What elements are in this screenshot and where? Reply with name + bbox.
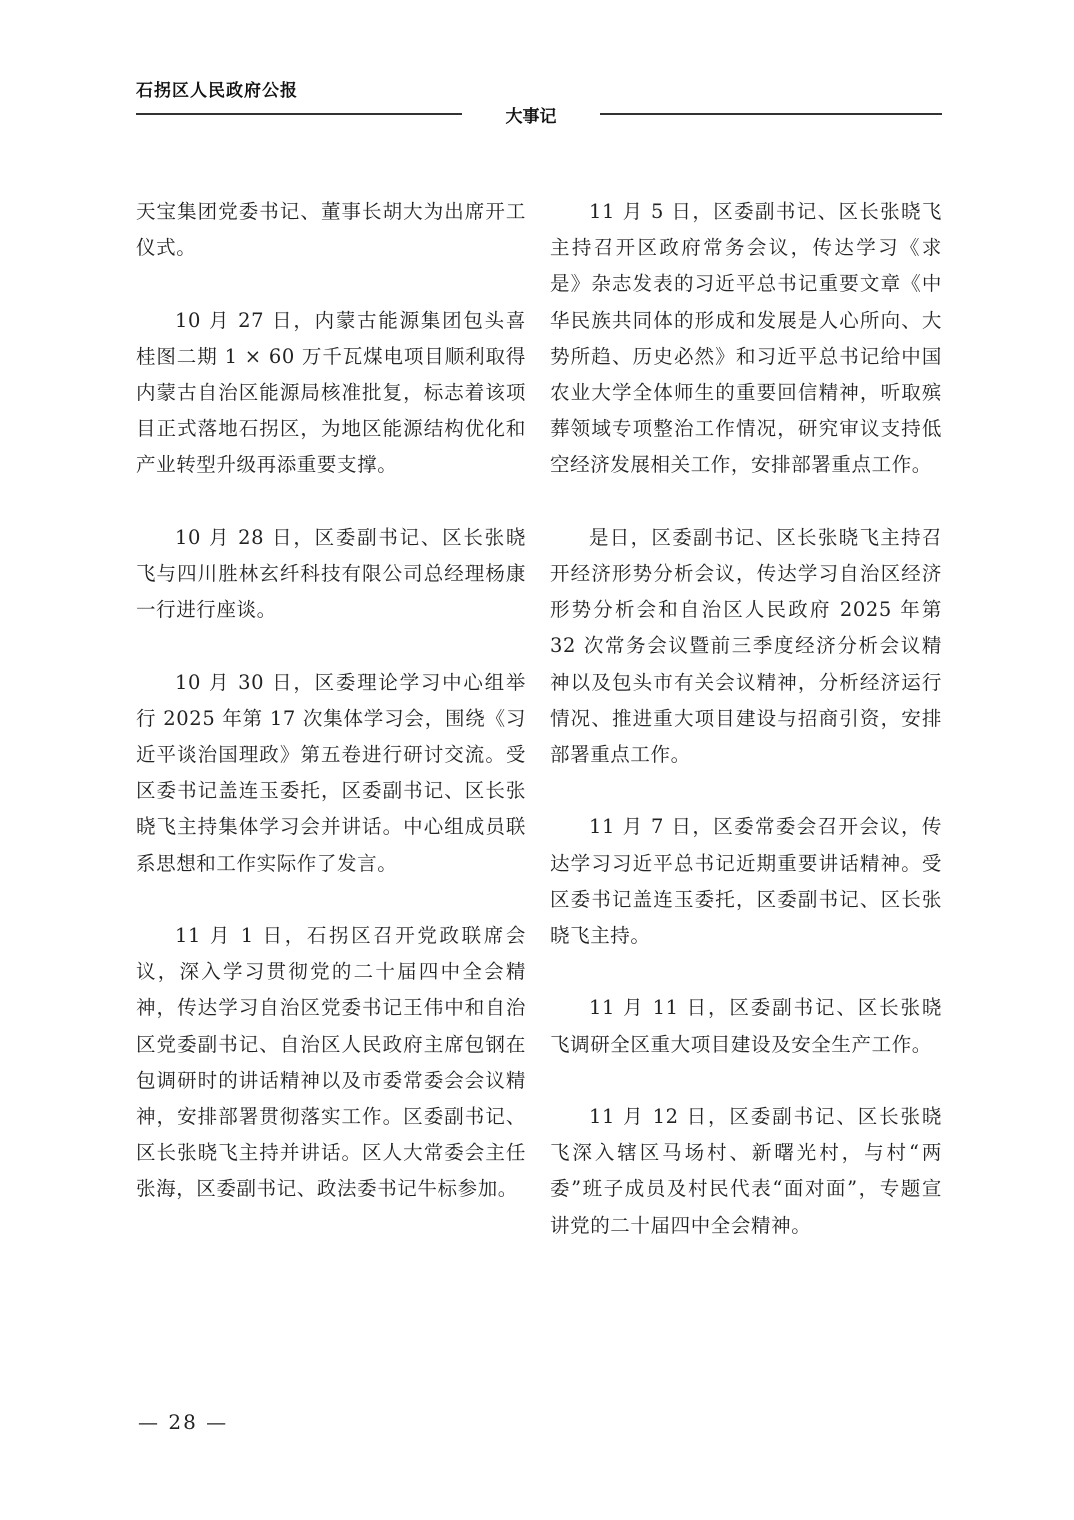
paragraph: 11 月 7 日，区委常委会召开会议，传达学习习近平总书记近期重要讲话精神。受区委书记盖连玉委托，区委副书记、区长张晓飞主持。 [550, 815, 942, 948]
paragraph: 天宝集团党委书记、董事长胡大为出席开工仪式。 [136, 200, 526, 260]
paragraph: 10 月 28 日，区委副书记、区长张晓飞与四川胜林玄纤科技有限公司总经理杨康一行进行座谈。 [136, 525, 526, 622]
left-column [136, 194, 526, 1244]
section-title: 大事记 [505, 107, 557, 127]
right-column [550, 194, 942, 1280]
header-rule-right [600, 113, 942, 115]
paragraph: 11 月 12 日，区委副书记、区长张晓飞深入辖区马场村、新曙光村，与村“两委”班子成员及村民代表“面对面”，专题宣讲党的二十届四中全会精神。 [550, 1105, 942, 1237]
paragraph: 11 月 5 日，区委副书记、区长张晓飞主持召开区政府常务会议，传达学习《求是》杂志发表的习近平总书记重要文章《中华民族共同体的形成和发展是人心所向、大势所趋、历史必然》和习近平总书记给中国农业大学全体师生的重要回信精神，听取殡葬领域专项整治工作情况，研究审议支持低空经济发展相关工作，安排部署重点工作。 [550, 200, 942, 477]
paragraph: 11 月 1 日，石拐区召开党政联席会议，深入学习贯彻党的二十届四中全会精神，传达学习自治区党委书记王伟中和自治区党委副书记、自治区人民政府主席包钢在包调研时的讲话精神以及市委常委会会议精神，安排部署贯彻落实工作。区委副书记、区长张晓飞主持并讲话。区人大常委会主任张海，区委副书记、政法委书记牛标参加。 [136, 924, 526, 1201]
header-rule-left [136, 113, 462, 115]
paragraph: 11 月 11 日，区委副书记、区长张晓飞调研全区重大项目建设及安全生产工作。 [550, 996, 942, 1056]
paragraph: 10 月 30 日，区委理论学习中心组举行 2025 年第 17 次集体学习会，围绕《习近平谈治国理政》第五卷进行研讨交流。受区委书记盖连玉委托，区委副书记、区长张晓飞主持集体学习会并讲话。中心组成员联系思想和工作实际作了发言。 [136, 670, 526, 875]
page-number: — 28 — [138, 1410, 229, 1434]
paragraph: 10 月 27 日，内蒙古能源集团包头喜桂图二期 1 × 60 万千瓦煤电项目顺利取得内蒙古自治区能源局核准批复，标志着该项目正式落地石拐区，为地区能源结构优化和产业转型升级再添重要支撑。 [136, 308, 526, 477]
publication-title: 石拐区人民政府公报 [136, 81, 298, 101]
paragraph: 是日，区委副书记、区长张晓飞主持召开经济形势分析会议，传达学习自治区经济形势分析会和自治区人民政府 2025 年第 32 次常务会议暨前三季度经济分析会议精神以及包头市有关会议精神，分析经济运行情况、推进重大项目建设与招商引资，安排部署重点工作。 [550, 525, 942, 767]
